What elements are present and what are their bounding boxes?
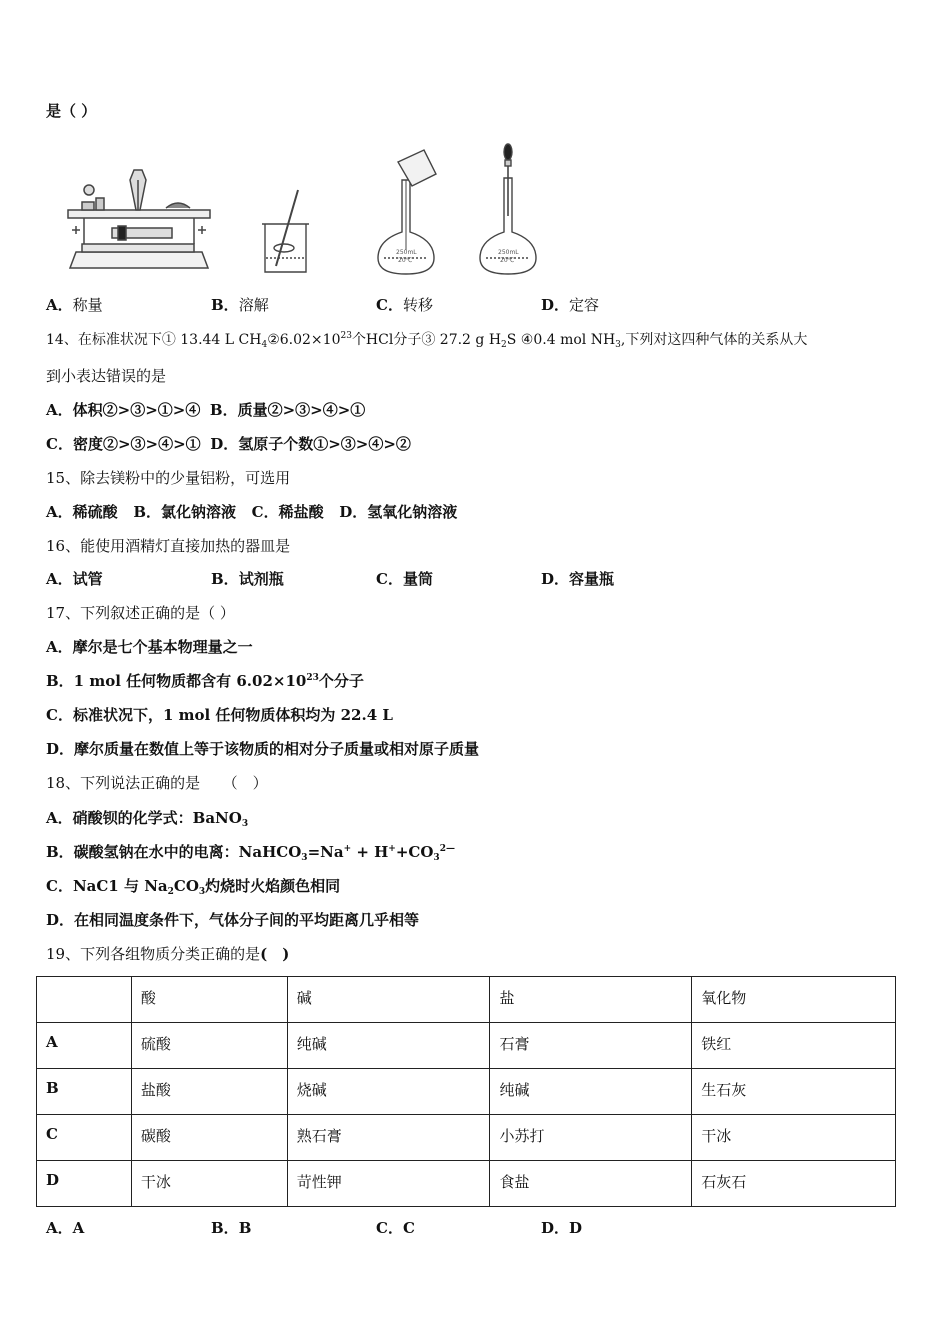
- q15-stem: 15、除去镁粉中的少量铝粉，可选用: [46, 469, 291, 487]
- table-row: [37, 1161, 896, 1207]
- q19-option-b: B．B: [211, 1219, 252, 1237]
- q13-option-c: C．转移: [376, 296, 433, 314]
- balance-illustration: [68, 170, 210, 268]
- table-cell: 食盐: [490, 1161, 692, 1207]
- q17-option-b: B．1 mol 任何物质都含有 $6.02\times 10^{23}$个分子: [46, 672, 364, 690]
- q16-option-b: B．试剂瓶: [211, 570, 284, 588]
- table-header-cell: 盐: [490, 977, 692, 1023]
- table-cell: 盐酸: [131, 1069, 287, 1115]
- q19-option-d: D．D: [541, 1219, 583, 1237]
- q18-option-d: D．在相同温度条件下，气体分子间的平均距离几乎相等: [46, 911, 420, 929]
- q14-stem-line2: 到小表达错误的是: [46, 367, 167, 385]
- q13-option-d: D．定容: [541, 296, 600, 314]
- lab-operations-figure: [62, 140, 552, 280]
- table-cell: D: [37, 1161, 132, 1207]
- q14-stem: 14、在标准状况下① 13.44 L $CH_4②6.02\times 10^{23}$个HCl分子③ 27.2 g $H_2S$ ④0.4 mol $NH_3$,下列对这四种气体的关系从大: [46, 331, 808, 350]
- table-header-row: [37, 977, 896, 1023]
- table-cell: B: [37, 1069, 132, 1115]
- flask-dropper-illustration: [480, 144, 536, 274]
- table-cell: 石灰石: [692, 1161, 896, 1207]
- table-row: [37, 1115, 896, 1161]
- table-cell: 苛性钾: [287, 1161, 490, 1207]
- classification-table: [36, 976, 896, 1207]
- q18-option-b: B．碳酸氢钠在水中的电离：NaHCO$_3$=Na+ + $H^++CO_3^{2—}$: [46, 843, 455, 863]
- q16-option-d: D．容量瓶: [541, 570, 615, 588]
- table-cell: 小苏打: [490, 1115, 692, 1161]
- q17-option-d: D．摩尔质量在数值上等于该物质的相对分子质量或相对原子质量: [46, 740, 480, 758]
- flask2-label-temp: 20℃: [500, 257, 515, 264]
- q19-stem: 19、下列各组物质分类正确的是( ): [46, 945, 290, 963]
- q18-stem: 18、下列说法正确的是 （ ）: [46, 774, 268, 792]
- table-cell: 碳酸: [131, 1115, 287, 1161]
- q16-stem: 16、能使用酒精灯直接加热的器皿是: [46, 537, 291, 555]
- q13-option-b: B．溶解: [211, 296, 269, 314]
- q17-option-c: C．标准状况下，1 mol 任何物质体积均为 22.4 L: [46, 706, 393, 724]
- q19-option-a: A．A: [46, 1219, 85, 1237]
- table-cell: 生石灰: [692, 1069, 896, 1115]
- q17-option-a: A．摩尔是七个基本物理量之一: [46, 638, 253, 656]
- flask2-label-volume: 250mL: [498, 249, 519, 256]
- table-header-cell: 碱: [287, 977, 490, 1023]
- q14-options-ab: A．体积②>③>①>④ B．质量②>③>④>①: [46, 401, 366, 419]
- table-row: [37, 1023, 896, 1069]
- beaker-illustration: [262, 190, 309, 272]
- q17-stem: 17、下列叙述正确的是（ ）: [46, 604, 235, 622]
- q16-option-a: A．试管: [46, 570, 103, 588]
- table-header-cell: 酸: [131, 977, 287, 1023]
- q19-option-c: C．C: [376, 1219, 415, 1237]
- q18-option-c: C．NaC1 与 $Na_2CO_3$灼烧时火焰颜色相同: [46, 877, 341, 897]
- table-header-cell: [37, 977, 132, 1023]
- table-cell: 石膏: [490, 1023, 692, 1069]
- table-cell: 纯碱: [490, 1069, 692, 1115]
- flask1-label-temp: 20℃: [398, 257, 413, 264]
- flask1-label-volume: 250mL: [396, 249, 417, 256]
- flask-transfer-illustration: [378, 150, 436, 274]
- table-cell: A: [37, 1023, 132, 1069]
- q15-options: A．稀硫酸 B．氯化钠溶液 C．稀盐酸 D．氢氧化钠溶液: [46, 503, 458, 521]
- table-cell: C: [37, 1115, 132, 1161]
- table-cell: 干冰: [692, 1115, 896, 1161]
- table-cell: 干冰: [131, 1161, 287, 1207]
- table-cell: 烧碱: [287, 1069, 490, 1115]
- q13-stem-tail: 是（ ）: [46, 102, 97, 120]
- q18-option-a: A．硝酸钡的化学式：BaNO$_3$: [46, 809, 249, 829]
- table-row: [37, 1069, 896, 1115]
- q16-option-c: C．量筒: [376, 570, 433, 588]
- table-cell: 纯碱: [287, 1023, 490, 1069]
- q14-options-cd: C．密度②>③>④>① D．氢原子个数①>③>④>②: [46, 435, 411, 453]
- q13-option-a: A．称量: [46, 296, 103, 314]
- table-cell: 硫酸: [131, 1023, 287, 1069]
- table-cell: 铁红: [692, 1023, 896, 1069]
- table-header-cell: 氧化物: [692, 977, 896, 1023]
- table-cell: 熟石膏: [287, 1115, 490, 1161]
